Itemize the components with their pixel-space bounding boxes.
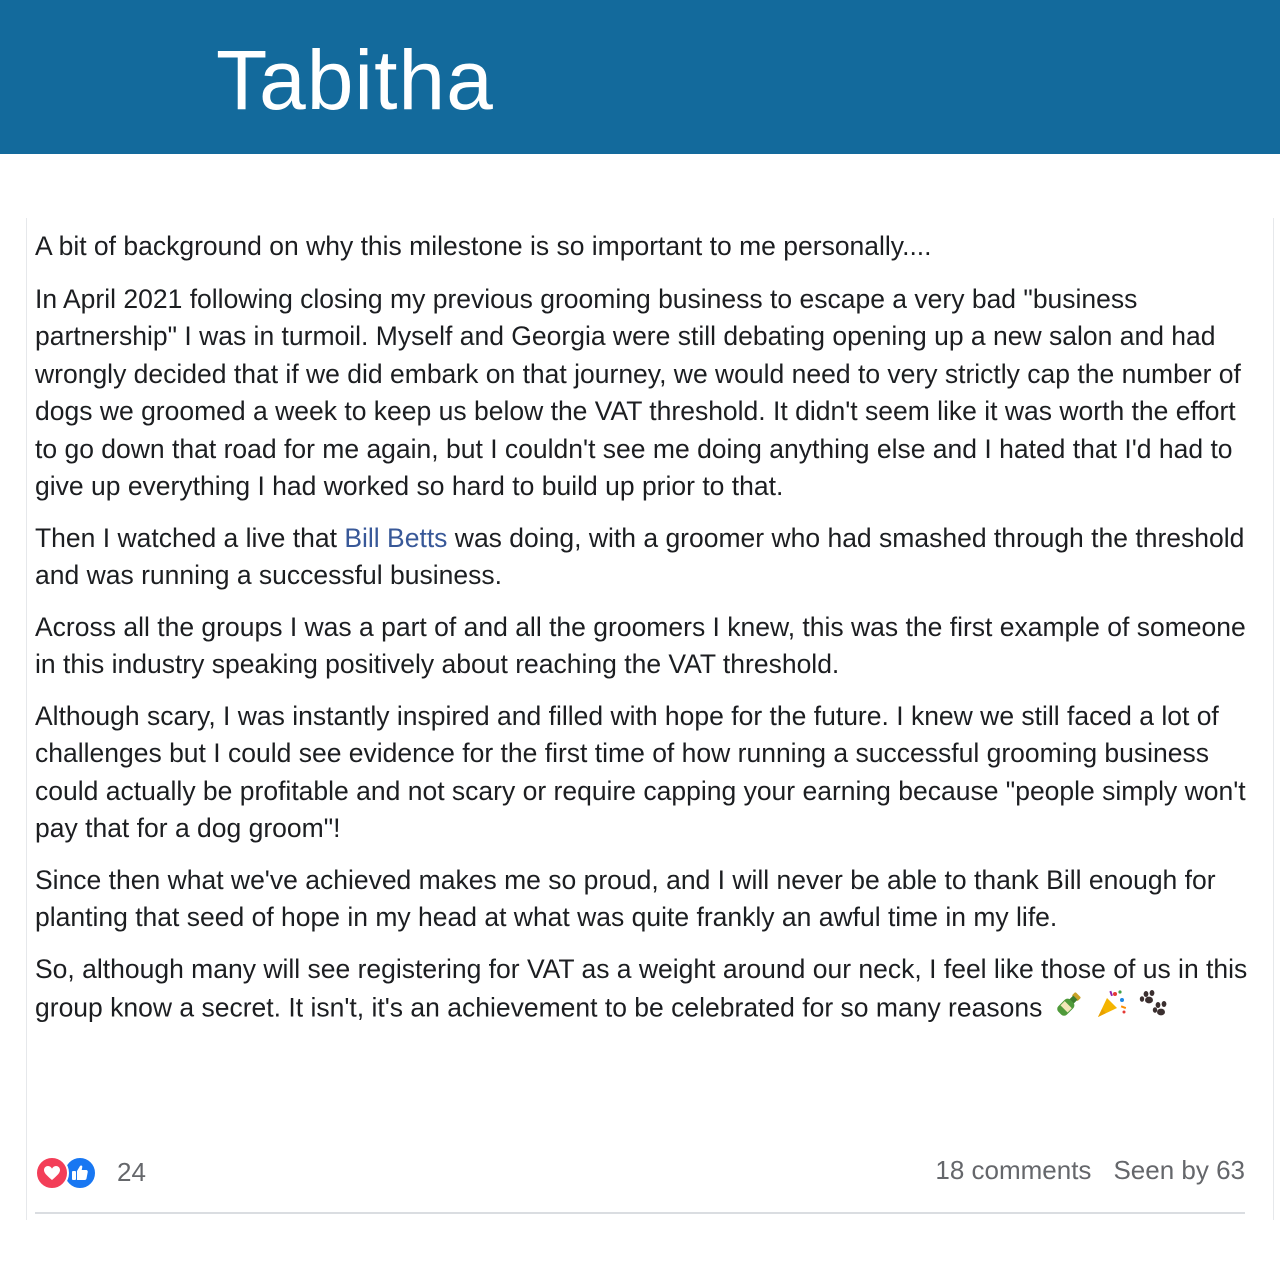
mention-link-bill-betts[interactable]: Bill Betts [344, 522, 448, 553]
page-title: Tabitha [216, 33, 494, 127]
post-card [26, 218, 1274, 1220]
comments-count[interactable]: 18 comments [935, 1155, 1092, 1185]
love-reaction-icon [35, 1156, 69, 1190]
post-footer [35, 1154, 1245, 1194]
post-paragraph: Across all the groups I was a part of and all the groomers I knew, this was the first example of someone in this industry speaking positively about reaching the VAT threshold. [35, 611, 1246, 679]
post-paragraph: In April 2021 following closing my previous grooming business to escape a very bad "business partnership" I was in turmoil. Myself and Georgia were still debating opening up a new salon and had wrongly decided that if we did embark on that journey, we would need to very strictly cap the number of dogs we groomed a week to keep us below the VAT threshold. It didn't seem like it was worth the effort to go down that road for me again, but I couldn't see me doing anything else and I hated that I'd had to give up everything I had worked so hard to build up prior to that. [35, 283, 1241, 501]
post-body [35, 228, 1255, 1045]
profile-header [0, 0, 1280, 154]
post-text: So, although many will see registering for VAT as a weight around our neck, I feel like those of us in this group know a secret. It isn't, it's an achievement to be celebrated for so many reasons [35, 953, 1248, 1023]
post-paragraph [35, 520, 1255, 595]
post-paragraph: Although scary, I was instantly inspired and filled with hope for the future. I knew we still faced a lot of challenges but I could see evidence for the first time of how running a successful grooming business could actually be profitable and not scary or require capping your earning because "people simply won't pay that for a dog groom"! [35, 700, 1246, 843]
post-meta [935, 1155, 1245, 1186]
paw-prints-icon [1138, 989, 1168, 1030]
seen-by-count[interactable]: Seen by 63 [1113, 1155, 1245, 1185]
post-text: Then I watched a live that [35, 522, 345, 553]
post-paragraph: A bit of background on why this milestone is so important to me personally.... [35, 231, 932, 261]
reaction-count[interactable]: 24 [117, 1157, 146, 1187]
footer-divider [35, 1212, 1245, 1214]
post-paragraph [35, 951, 1255, 1031]
post-text: was doing, with a groomer who had smashed through the threshold and was running a successful business. [35, 522, 1245, 590]
bottle-icon [1054, 989, 1084, 1030]
party-popper-icon [1095, 988, 1127, 1031]
post-paragraph: Since then what we've achieved makes me so proud, and I will never be able to thank Bill enough for planting that seed of hope in my head at what was quite frankly an awful time in my life. [35, 864, 1216, 932]
